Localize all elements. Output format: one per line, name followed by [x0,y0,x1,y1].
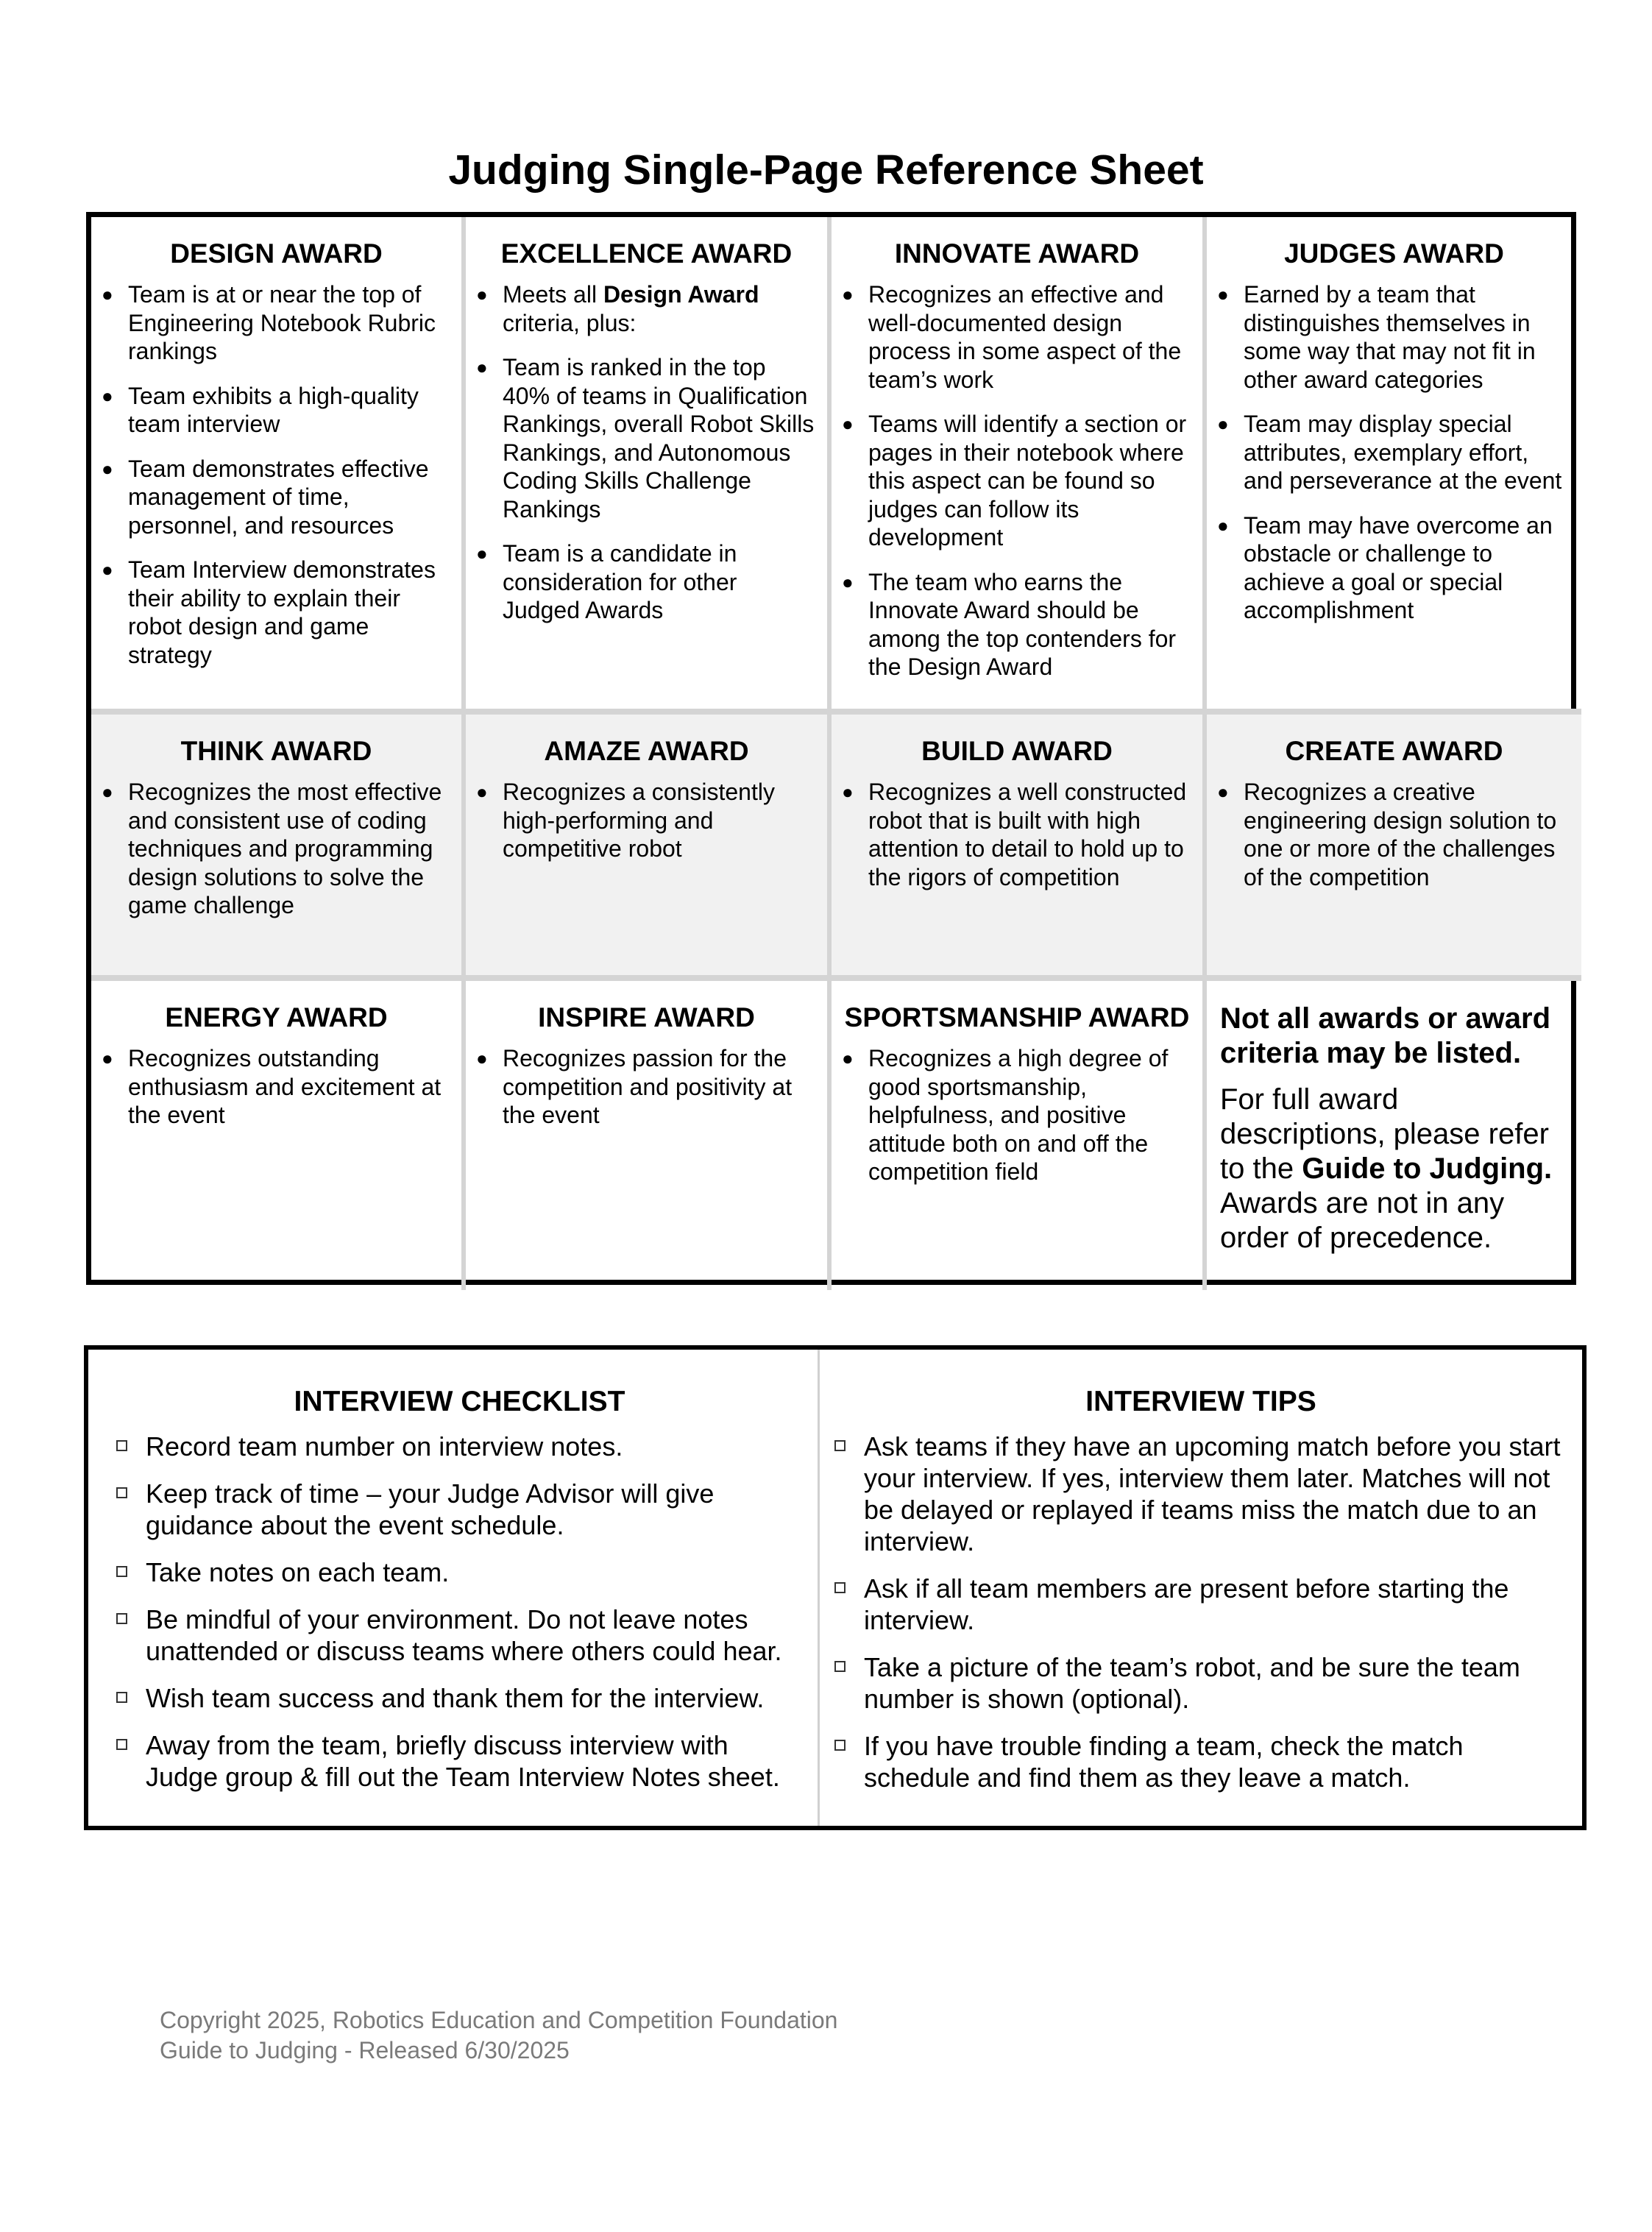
sportsmanship-award-card [832,981,1207,1290]
checklist-item: Take notes on each team. [116,1556,803,1588]
checklist-title: INTERVIEW CHECKLIST [294,1386,625,1417]
bullet-icon: ● [102,384,113,407]
bullet-icon: ● [842,570,854,593]
award-title: ENERGY AWARD [165,1002,388,1032]
award-criterion: ● Recognizes a consistently high-performing and competitive robot [476,779,775,862]
bullet-icon: ● [1217,283,1229,305]
award-criterion: ● Teams will identify a section or pages in their notebook where this aspect can be found so judges can follow its development [842,411,1187,550]
award-criteria-list [842,778,1192,891]
checklist-item: Be mindful of your environment. Do not leave notes unattended or discuss teams where others could hear. [116,1604,803,1667]
release-line: Guide to Judging - Released 6/30/2025 [160,2037,570,2063]
award-title: INSPIRE AWARD [538,1002,755,1032]
tips-list [834,1431,1567,1793]
checkbox-icon [116,1613,127,1624]
bullet-icon: ● [1217,413,1229,435]
award-criteria-list [1217,778,1571,891]
awards-note-text: For full award descriptions, please refer to the Guide to Judging. Awards are not in any order of precedence. [1220,1083,1553,1254]
checklist-item: Wish team success and thank them for the interview. [116,1682,803,1714]
design-award-card [91,217,466,715]
interview-tips [820,1350,1582,1826]
bullet-icon: ● [1217,781,1229,803]
bullet-icon: ● [102,283,113,305]
award-title: INNOVATE AWARD [894,238,1140,269]
checklist-list [116,1431,803,1793]
checklist-item: Keep track of time – your Judge Advisor will give guidance about the event schedule. [116,1478,803,1541]
checkbox-icon [834,1440,846,1451]
guide-reference: Guide to Judging. [1302,1152,1553,1185]
checkbox-icon [116,1440,127,1451]
awards-grid [86,212,1576,1285]
checkbox-icon [116,1692,127,1703]
award-title: SPORTSMANSHIP AWARD [844,1002,1190,1032]
bullet-icon: ● [102,457,113,480]
award-title: THINK AWARD [180,736,372,766]
bullet-icon: ● [842,781,854,803]
interview-checklist [88,1350,820,1826]
excellence-award-card [466,217,832,715]
interview-section [84,1345,1587,1830]
tips-title: INTERVIEW TIPS [1085,1386,1316,1417]
checkbox-icon [116,1566,127,1577]
amaze-award-card [466,715,832,981]
award-criterion: ● Team Interview demonstrates their ability to explain their robot design and game strategy [102,556,436,668]
bullet-icon: ● [102,559,113,581]
checkbox-icon [834,1661,846,1672]
innovate-award-card [832,217,1207,715]
award-title: JUDGES AWARD [1284,238,1504,269]
award-criteria-list [842,1044,1192,1186]
bullet-icon: ● [842,283,854,305]
award-criterion: ● Team exhibits a high-quality team interview [102,382,419,437]
award-title: CREATE AWARD [1285,736,1503,766]
checkbox-icon [834,1740,846,1751]
award-criterion: ● Recognizes a well constructed robot that is built with high attention to detail to hold up to the rigors of competition [842,779,1187,890]
award-criterion: ● Recognizes passion for the competition and positivity at the event [476,1045,793,1128]
bullet-icon: ● [102,781,113,803]
award-criterion: ● Earned by a team that distinguishes themselves in some way that may not fit in other award categories [1217,281,1536,393]
award-criterion: ● Recognizes an effective and well-documented design process in some aspect of the team’s work [842,281,1182,393]
award-title: AMAZE AWARD [544,736,749,766]
tip-item: Ask teams if they have an upcoming match before you start your interview. If yes, interview them later. Matches will not be delayed or replayed if teams miss the match due to an interview. [834,1431,1567,1557]
checklist-item: Record team number on interview notes. [116,1431,803,1462]
checkbox-icon [116,1739,127,1750]
award-criterion: ● The team who earns the Innovate Award should be among the top contenders for the Design Award [842,568,1177,680]
bullet-icon: ● [476,283,488,305]
award-title: DESIGN AWARD [170,238,383,269]
award-title: BUILD AWARD [921,736,1113,766]
page-title: Judging Single-Page Reference Sheet [448,146,1204,194]
copyright-line: Copyright 2025, Robotics Education and Competition Foundation [160,2007,838,2033]
award-criteria-list [476,778,817,863]
bullet-icon: ● [1217,514,1229,536]
awards-note-heading: Not all awards or award criteria may be listed. [1220,1002,1551,1069]
tip-item: Ask if all team members are present before starting the interview. [834,1573,1567,1636]
bullet-icon: ● [842,413,854,435]
checklist-item: Away from the team, briefly discuss interview with Judge group & fill out the Team Interview Notes sheet. [116,1729,803,1793]
checkbox-icon [116,1487,127,1498]
award-criterion: ● Recognizes a creative engineering design solution to one or more of the challenges of the competition [1217,779,1557,890]
bullet-icon: ● [102,1047,113,1069]
award-criteria-list [102,280,451,669]
award-criteria-list [842,280,1192,681]
award-criterion: ● Meets all Design Award criteria, plus: [476,281,759,336]
award-criteria-list [476,280,817,625]
award-title: EXCELLENCE AWARD [500,238,793,269]
energy-award-card [91,981,466,1290]
award-criterion: ● Team is at or near the top of Engineering Notebook Rubric rankings [102,281,436,364]
tip-item: Take a picture of the team’s robot, and be sure the team number is shown (optional). [834,1651,1567,1715]
award-criterion: ● Team may have overcome an obstacle or challenge to achieve a goal or special accomplishment [1217,511,1553,623]
think-award-card [91,715,466,981]
award-criteria-list [102,1044,451,1130]
awards-note [1207,981,1581,1290]
create-award-card [1207,715,1581,981]
award-criteria-list [102,778,451,920]
award-criterion: ● Recognizes the most effective and consistent use of coding techniques and programming design solutions to solve the game challenge [102,779,442,918]
award-criterion: ● Recognizes outstanding enthusiasm and excitement at the event [102,1045,442,1128]
build-award-card [832,715,1207,981]
inspire-award-card [466,981,832,1290]
award-criterion: ● Team is a candidate in consideration for other Judged Awards [476,540,737,623]
checkbox-icon [834,1582,846,1593]
award-criteria-list [476,1044,817,1130]
award-criterion: ● Recognizes a high degree of good sportsmanship, helpfulness, and positive attitude both on and off the competition field [842,1045,1169,1185]
tip-item: If you have trouble finding a team, check the match schedule and find them as they leave a match. [834,1730,1567,1793]
award-criterion: ● Team demonstrates effective management of time, personnel, and resources [102,455,429,539]
bullet-icon: ● [476,542,488,564]
footer [160,2005,837,2066]
judges-award-card [1207,217,1581,715]
award-criteria-list [1217,280,1571,625]
bullet-icon: ● [476,1047,488,1069]
bullet-icon: ● [476,356,488,378]
award-criterion: ● Team may display special attributes, exemplary effort, and perseverance at the event [1217,411,1562,494]
award-criterion: ● Team is ranked in the top 40% of teams in Qualification Rankings, overall Robot Skills Rankings, and Autonomous Coding Skills Challenge Rankings [476,354,815,522]
bullet-icon: ● [842,1047,854,1069]
bullet-icon: ● [476,781,488,803]
